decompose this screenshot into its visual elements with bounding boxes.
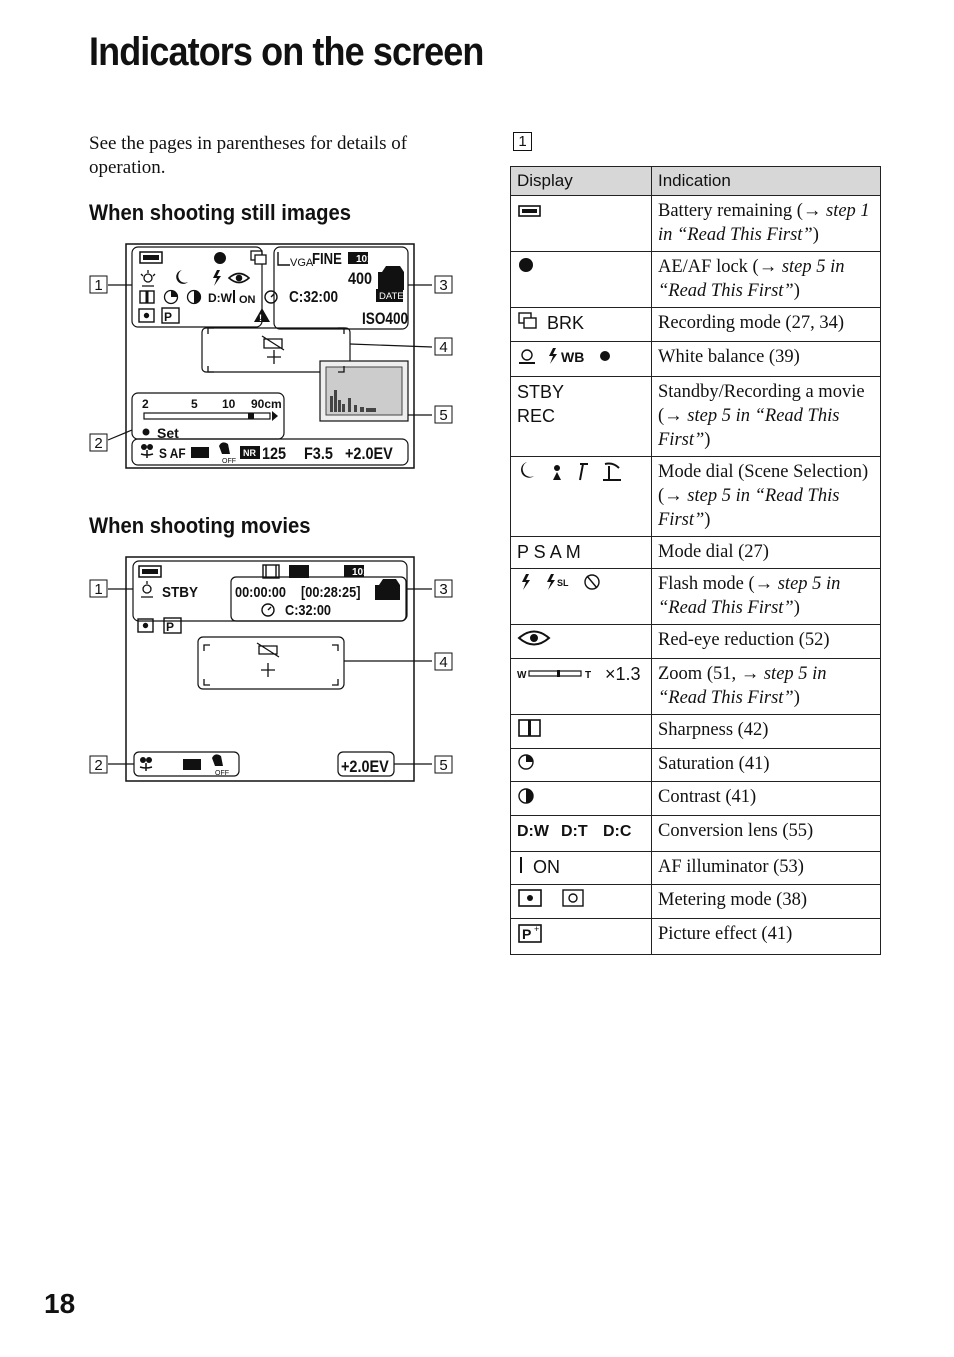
svg-text:P: P xyxy=(522,926,532,942)
still-screen-diagram xyxy=(86,240,466,472)
contrast-icon xyxy=(517,787,535,811)
display-column-header: Display xyxy=(511,167,652,196)
saturation-icon xyxy=(517,753,535,777)
svg-text:ON: ON xyxy=(239,294,256,306)
ae-af-lock-icon xyxy=(517,256,535,280)
exposure-value: +2.0EV xyxy=(345,444,393,464)
svg-text:4: 4 xyxy=(439,339,448,356)
movie-folder-label: 101 xyxy=(352,567,369,578)
table-row xyxy=(511,376,881,456)
movie-screen-diagram xyxy=(86,553,466,785)
table-row xyxy=(511,196,881,252)
table-row xyxy=(511,536,881,568)
svg-text:D:C: D:C xyxy=(603,822,632,840)
flash-mode-icon xyxy=(517,572,607,598)
svg-text:WB: WB xyxy=(561,348,585,365)
svg-text:D:W: D:W xyxy=(517,822,549,840)
svg-text:90cm: 90cm xyxy=(251,397,282,411)
table-row xyxy=(511,252,881,308)
indication-cell xyxy=(652,714,881,748)
indication-text: Conversion lens (55) xyxy=(658,820,814,841)
svg-text:5: 5 xyxy=(439,407,448,424)
display-cell xyxy=(511,714,652,748)
recording-mode-icon xyxy=(517,311,539,337)
indication-text: AF illuminator (53) xyxy=(658,856,804,877)
aperture-value: F3.5 xyxy=(304,444,333,464)
table-row xyxy=(511,624,881,658)
set-label: Set xyxy=(157,425,179,441)
elapsed-time: 00:00:00 xyxy=(235,582,286,601)
indication-text: Red-eye reduction (52) xyxy=(658,629,830,650)
svg-text:5: 5 xyxy=(439,757,448,774)
image-size-label: VGA xyxy=(290,257,314,269)
indication-cell xyxy=(652,749,881,782)
table-row xyxy=(511,782,881,815)
indication-cell xyxy=(652,252,881,308)
display-text: REC xyxy=(517,405,556,426)
indication-text: ) xyxy=(793,597,800,618)
svg-text:3: 3 xyxy=(439,581,448,598)
indication-cell xyxy=(652,851,881,884)
indication-cell xyxy=(652,919,881,955)
movie-size-icon xyxy=(289,565,309,578)
indication-text: ) xyxy=(704,429,711,450)
indication-cell xyxy=(652,342,881,376)
table-row xyxy=(511,658,881,714)
indication-text: step 5 in “Read This First” xyxy=(658,663,827,708)
indication-text: ) xyxy=(793,687,800,708)
zoom-icon xyxy=(517,663,597,687)
svg-text:W: W xyxy=(517,670,527,681)
display-cell xyxy=(511,568,652,624)
remaining-record-time: [00:28:25] xyxy=(301,582,361,601)
svg-text:10: 10 xyxy=(222,397,236,411)
display-cell xyxy=(511,342,652,376)
svg-text:5: 5 xyxy=(191,397,198,411)
indication-text: Saturation (41) xyxy=(658,754,770,774)
display-cell xyxy=(511,815,652,851)
indication-text: ) xyxy=(793,281,800,301)
white-balance-icon xyxy=(517,346,617,372)
indication-text: Sharpness (42) xyxy=(658,719,769,740)
table-row xyxy=(511,884,881,918)
display-text: P S A M xyxy=(517,541,581,562)
display-text: ON xyxy=(533,856,560,877)
indication-cell xyxy=(652,658,881,714)
table-row xyxy=(511,851,881,884)
indication-text: Zoom (51, → xyxy=(658,663,764,684)
display-cell xyxy=(511,658,652,714)
indication-cell xyxy=(652,568,881,624)
display-cell xyxy=(511,252,652,308)
movie-af-frame-icon xyxy=(183,759,201,770)
svg-text:4: 4 xyxy=(439,654,448,671)
af-illuminator-icon xyxy=(517,856,525,880)
display-cell xyxy=(511,782,652,815)
display-cell xyxy=(511,196,652,252)
conversion-lens-icon: D:W xyxy=(208,291,232,305)
display-cell xyxy=(511,536,652,568)
svg-text:2: 2 xyxy=(94,435,103,452)
display-cell xyxy=(511,884,652,918)
display-cell xyxy=(511,749,652,782)
indication-text: Flash mode (→ xyxy=(658,573,778,594)
indication-text: ) xyxy=(704,509,711,530)
picture-effect-icon xyxy=(517,922,545,950)
iso-label: ISO400 xyxy=(362,309,409,329)
metering-mode-icon xyxy=(517,888,587,914)
display-cell xyxy=(511,851,652,884)
svg-text:!: ! xyxy=(259,313,262,323)
indicators-table xyxy=(510,166,881,955)
display-text: STBY xyxy=(517,381,565,402)
table-row xyxy=(511,919,881,955)
sharpness-icon xyxy=(517,718,543,744)
svg-text:D:T: D:T xyxy=(561,822,588,840)
svg-text:SL: SL xyxy=(557,577,569,588)
svg-text:OFF: OFF xyxy=(222,458,236,465)
indication-cell xyxy=(652,782,881,815)
quality-label: FINE xyxy=(312,250,342,269)
indication-cell xyxy=(652,815,881,851)
svg-text:P: P xyxy=(164,310,173,324)
movie-battery-time: C:32:00 xyxy=(285,600,332,619)
display-cell xyxy=(511,624,652,658)
display-text: ×1.3 xyxy=(605,663,641,684)
table-header-row xyxy=(511,167,881,196)
table-marker: 1 xyxy=(513,132,532,151)
folder-label: 101 xyxy=(356,254,373,265)
remaining-count: 400 xyxy=(348,269,373,289)
indication-column-header: Indication xyxy=(652,167,881,196)
indication-text: step 1 in “Read This First” xyxy=(658,201,870,245)
indication-text: Mode dial (Scene Selection) (→ xyxy=(658,461,869,506)
ae-af-lock-icon xyxy=(214,252,226,264)
display-cell xyxy=(511,376,652,456)
indication-text: White balance (39) xyxy=(658,347,800,368)
svg-text:2: 2 xyxy=(94,757,103,774)
svg-text:P: P xyxy=(166,620,175,634)
focus-dot-icon xyxy=(143,429,150,436)
indication-text: Metering mode (38) xyxy=(658,889,807,910)
display-cell xyxy=(511,456,652,536)
movies-heading: When shooting movies xyxy=(89,513,311,538)
display-text: BRK xyxy=(547,313,585,333)
table-row xyxy=(511,342,881,376)
shutter-speed: 125 xyxy=(262,444,287,464)
indication-text: Contrast (41) xyxy=(658,787,757,808)
indication-text: step 5 in “Read This First” xyxy=(658,257,845,301)
focus-mode-label: S AF xyxy=(159,445,186,462)
page-title: Indicators on the screen xyxy=(89,30,484,74)
table-row xyxy=(511,749,881,782)
af-frame-icon xyxy=(191,447,209,458)
indication-cell xyxy=(652,456,881,536)
movie-exposure-value: +2.0EV xyxy=(341,757,389,777)
indication-text: Battery remaining (→ xyxy=(658,201,826,221)
indication-text: Recording mode (27, 34) xyxy=(658,313,844,333)
indication-cell xyxy=(652,536,881,568)
svg-text:3: 3 xyxy=(439,277,448,294)
indication-text: step 5 in “Read This First” xyxy=(658,485,840,530)
battery-time: C:32:00 xyxy=(289,289,339,307)
standby-label: STBY xyxy=(162,584,198,602)
table-row xyxy=(511,568,881,624)
red-eye-icon xyxy=(517,628,551,654)
conversion-lens-icon xyxy=(517,819,637,847)
indication-cell xyxy=(652,376,881,456)
indication-cell xyxy=(652,196,881,252)
intro-text: See the pages in parentheses for details of operation. xyxy=(89,133,408,178)
indication-text: Picture effect (41) xyxy=(658,924,793,944)
indication-cell xyxy=(652,884,881,918)
svg-text:OFF: OFF xyxy=(215,770,229,777)
table-row xyxy=(511,714,881,748)
indication-text: AE/AF lock (→ xyxy=(658,257,782,277)
svg-text:T: T xyxy=(585,670,592,681)
page-number: 18 xyxy=(44,1288,76,1319)
indication-cell xyxy=(652,624,881,658)
indication-text: step 5 in “Read This First” xyxy=(658,405,840,450)
table-row xyxy=(511,815,881,851)
still-images-heading: When shooting still images xyxy=(89,200,352,225)
indication-text: ) xyxy=(812,225,819,245)
indication-text: step 5 in “Read This First” xyxy=(658,573,841,618)
scene-selection-icon xyxy=(517,460,627,488)
indication-text: Mode dial (27) xyxy=(658,541,769,562)
svg-text:1: 1 xyxy=(94,277,103,294)
date-stamp-label: DATE xyxy=(379,291,404,302)
display-cell xyxy=(511,919,652,955)
indication-text: Standby/Recording a movie (→ xyxy=(658,381,865,426)
table-row xyxy=(511,456,881,536)
display-cell xyxy=(511,308,652,342)
svg-text:1: 1 xyxy=(94,581,103,598)
indication-cell xyxy=(652,308,881,342)
table-row xyxy=(511,308,881,342)
battery-icon xyxy=(517,200,543,224)
svg-text:+: + xyxy=(534,924,540,934)
nr-label: NR xyxy=(243,448,256,458)
svg-text:2: 2 xyxy=(142,397,149,411)
